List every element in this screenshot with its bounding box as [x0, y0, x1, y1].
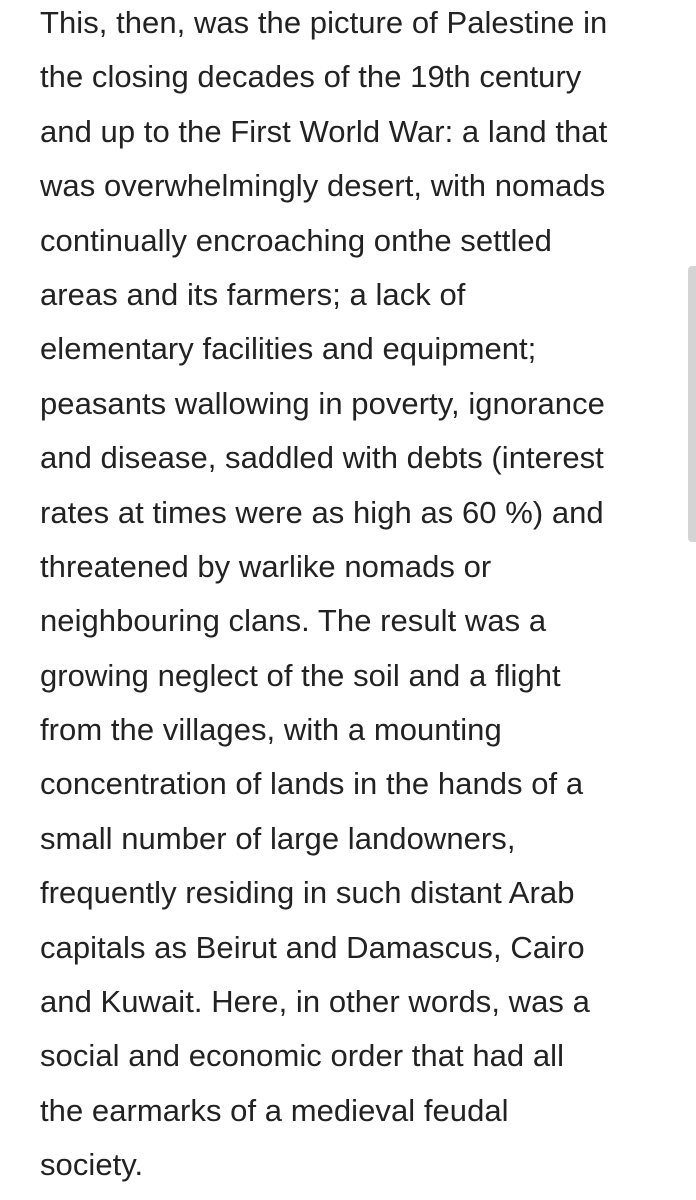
text-line: This, then, was the picture of Palestine in	[40, 5, 608, 40]
text-line: elementary facilities and equipment;	[40, 331, 537, 367]
text-line: neighbouring clans. The result was a	[40, 603, 547, 639]
text-line: society.	[40, 1147, 144, 1183]
text-line: capitals as Beirut and Damascus, Cairo	[40, 929, 585, 965]
text-line: and disease, saddled with debts (interest	[40, 440, 604, 476]
text-line: and Kuwait. Here, in other words, was a	[40, 984, 590, 1020]
text-line: social and economic order that had all	[40, 1038, 565, 1074]
text-line: the earmarks of a medieval feudal	[40, 1092, 509, 1128]
text-line: continually encroaching onthe settled	[40, 222, 552, 258]
article-text	[40, 0, 680, 1193]
text-line: from the villages, with a mounting	[40, 712, 502, 748]
text-line: was overwhelmingly desert, with nomads	[40, 168, 606, 204]
text-line: growing neglect of the soil and a flight	[40, 657, 561, 693]
text-line: areas and its farmers; a lack of	[40, 276, 466, 312]
text-line: small number of large landowners,	[40, 820, 516, 856]
text-line: concentration of lands in the hands of a	[40, 766, 584, 802]
text-line: and up to the First World War: a land that	[40, 113, 608, 149]
scrollbar-thumb[interactable]	[688, 266, 696, 542]
text-line: the closing decades of the 19th century	[40, 59, 582, 95]
text-line: frequently residing in such distant Arab	[40, 875, 575, 911]
text-line: peasants wallowing in poverty, ignorance	[40, 385, 605, 421]
text-line: threatened by warlike nomads or	[40, 548, 492, 584]
text-line: rates at times were as high as 60 %) and	[40, 494, 604, 530]
